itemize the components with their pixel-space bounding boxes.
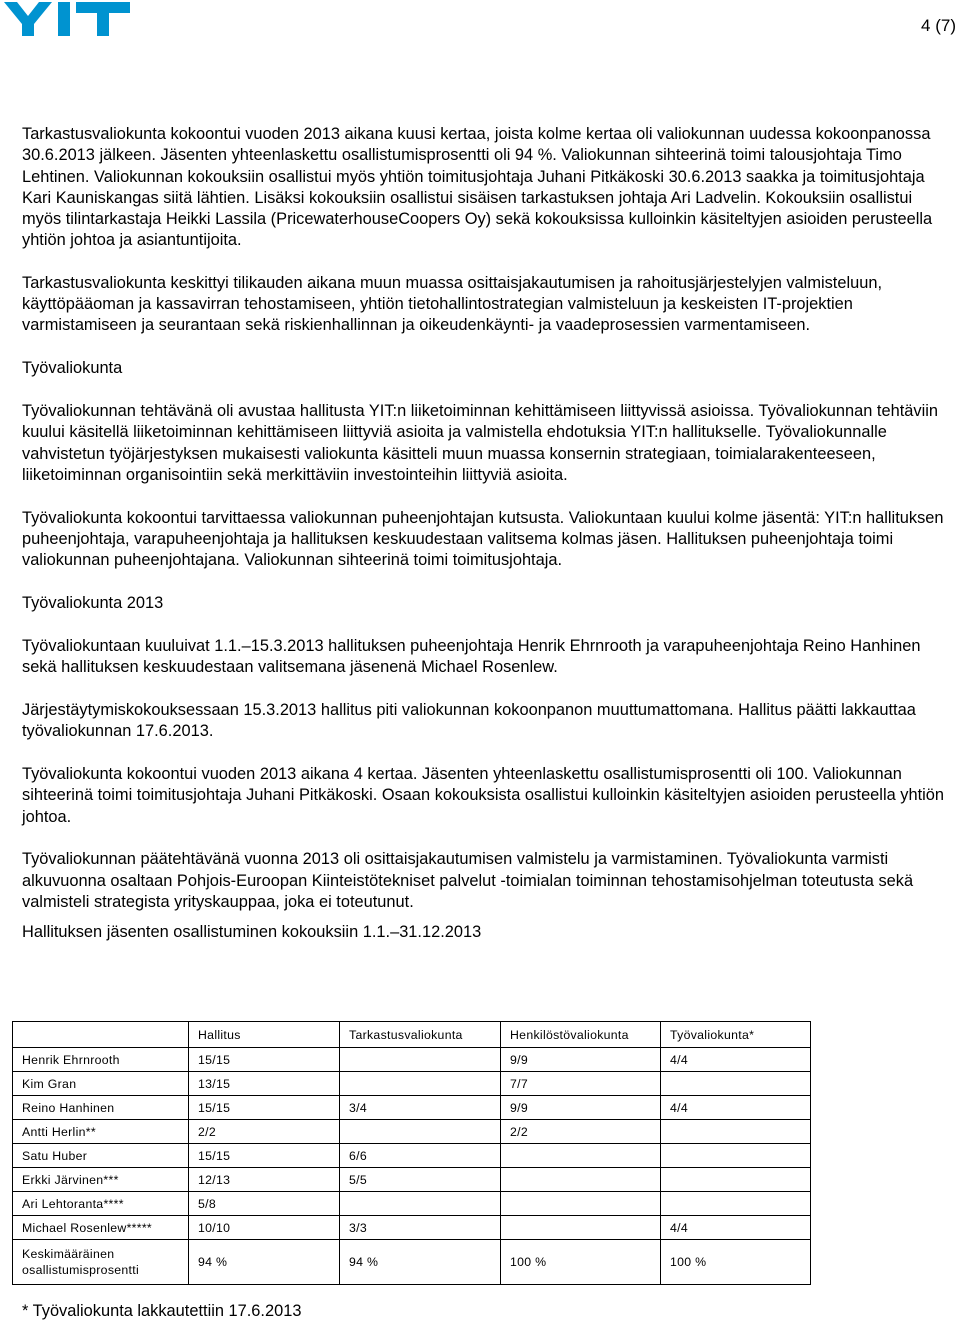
cell-tyovaliokunta: 4/4 [661,1096,811,1120]
paragraph-organizing-meeting: Järjestäytymiskokouksessaan 15.3.2013 hallitus piti valiokunnan kokoonpanon muuttumattomana. Hallitus päätti lakkauttaa työvaliokunnan 17.6.2013. [22,700,916,741]
cell-hallitus: 13/15 [189,1072,340,1096]
cell-member-name: Ari Lehtoranta**** [13,1192,189,1216]
cell-tarkastusvaliokunta: 5/5 [340,1168,501,1192]
table-row [13,1120,811,1144]
cell-tyovaliokunta [661,1120,811,1144]
yit-logo-graphic [4,2,130,36]
attendance-table [12,1021,811,1285]
cell-hallitus: 94 % [189,1240,340,1285]
cell-member-name: Satu Huber [13,1144,189,1168]
cell-henkilostovaliokunta: 9/9 [501,1048,661,1072]
cell-tyovaliokunta: 100 % [661,1240,811,1285]
cell-average-label: Keskimääräinen osallistumisprosentti [13,1240,189,1285]
yit-logo [4,2,130,41]
paragraph-tyovaliokunta-main-task: Työvaliokunnan päätehtävänä vuonna 2013 oli osittaisjakautumisen valmistelu ja varmistaminen. Työvaliokunta varmisti alkuvuonna osaltaan Pohjois-Euroopan Kiinteistötekniset palvelut -toimialan toiminnan tehostamisohjelman toteutusta sekä valmisteli strategista yrityskauppaa, joka ei toteutunut. [22,850,914,912]
cell-member-name: Erkki Järvinen*** [13,1168,189,1192]
header-cell-name [13,1022,189,1048]
paragraph-tyovaliokunta-tasks: Työvaliokunnan tehtävänä oli avustaa hallitusta YIT:n liiketoiminnan kehittämiseen liittyvissä asioissa. Työvaliokunnan tehtäviin kuului käsitellä liiketoiminnan kehittämiseen liittyviä asioita ja valmistella ehdotuksia YIT:n hallitukselle. Työvaliokunnalle vahvistetun työjärjestyksen mukaisesti valiokunta käsitteli muun muassa konsernin strategiaan, toimialarakenteeseen, liiketoiminnan organisointiin sekä merkittäviin investointeihin liittyviä asioita. [22,401,938,484]
table-row [13,1048,811,1072]
cell-henkilostovaliokunta: 9/9 [501,1096,661,1120]
header-cell-tarkastusvaliokunta: Tarkastusvaliokunta [340,1022,501,1048]
paragraph-tyovaliokunta-members: Työvaliokunta kokoontui tarvittaessa valiokunnan puheenjohtajan kutsusta. Valiokuntaan kuului kolme jäsentä: YIT:n hallituksen puheenjohtaja, varapuheenjohtaja ja hallituksen keskuudestaan valitsema kolmas jäsen. Hallituksen puheenjohtaja toimi valiokunnan puheenjohtajana. Valiokunnan sihteerinä toimi toimitusjohtaja. [22,508,944,570]
cell-member-name: Antti Herlin** [13,1120,189,1144]
cell-hallitus: 12/13 [189,1168,340,1192]
cell-tarkastusvaliokunta: 94 % [340,1240,501,1285]
cell-tyovaliokunta [661,1168,811,1192]
page-number: 4 (7) [921,16,956,35]
cell-hallitus: 15/15 [189,1144,340,1168]
cell-tarkastusvaliokunta: 6/6 [340,1144,501,1168]
paragraph-tyovaliokunta-meetings: Työvaliokunta kokoontui vuoden 2013 aikana 4 kertaa. Jäsenten yhteenlaskettu osallistumisprosentti oli 100. Valiokunnan sihteerinä toimi toimitusjohtaja Juhani Pitkäkoski. Osaan kokouksista osallistui kulloinkin käsiteltyjen asioiden perusteella yhtiön johtoa. [22,765,944,826]
table-row [13,1144,811,1168]
paragraph-audit-committee-focus: Tarkastusvaliokunta keskittyi tilikauden aikana muun muassa osittaisjakautumisen ja rahoitusjärjestelyjen valmisteluun, käyttöpääoman ja kassavirran tehostamiseen, yhtiön tietohallintostrategian valmisteluun ja keskeisten IT-projektien varmistamiseen ja seurantaan sekä riskienhallinnan ja oikeudenkäynti- ja vaadeprosessien varmentamiseen. [22,273,883,335]
cell-hallitus: 5/8 [189,1192,340,1216]
heading-tyovaliokunta-2013: Työvaliokunta 2013 [22,594,164,613]
table-row [13,1216,811,1240]
cell-member-name: Kim Gran [13,1072,189,1096]
cell-hallitus: 15/15 [189,1048,340,1072]
cell-tarkastusvaliokunta: 3/4 [340,1096,501,1120]
cell-tarkastusvaliokunta [340,1072,501,1096]
cell-tarkastusvaliokunta [340,1192,501,1216]
cell-member-name: Michael Rosenlew***** [13,1216,189,1240]
cell-member-name: Henrik Ehrnrooth [13,1048,189,1072]
cell-tyovaliokunta: 4/4 [661,1216,811,1240]
table-row [13,1168,811,1192]
document-body [22,124,952,944]
footnote: * Työvaliokunta lakkautettiin 17.6.2013 [22,1302,302,1320]
cell-member-name: Reino Hanhinen [13,1096,189,1120]
cell-henkilostovaliokunta [501,1144,661,1168]
header-cell-henkilostovaliokunta: Henkilöstövaliokunta [501,1022,661,1048]
paragraph-tyovaliokunta-2013-members: Työvaliokuntaan kuuluivat 1.1.–15.3.2013 hallituksen puheenjohtaja Henrik Ehrnrooth ja varapuheenjohtaja Reino Hanhinen sekä hallituksen keskuudestaan valitsemana jäsenenä Michael Rosenlew. [22,636,921,677]
cell-tyovaliokunta [661,1144,811,1168]
header-cell-hallitus: Hallitus [189,1022,340,1048]
table-row [13,1096,811,1120]
heading-tyovaliokunta: Työvaliokunta [22,359,123,378]
cell-henkilostovaliokunta [501,1216,661,1240]
table-row-average [13,1240,811,1285]
table-row [13,1072,811,1096]
table-header-row [13,1022,811,1048]
table-title: Hallituksen jäsenten osallistuminen kokouksiin 1.1.–31.12.2013 [22,923,482,942]
cell-hallitus: 2/2 [189,1120,340,1144]
cell-tyovaliokunta [661,1192,811,1216]
cell-hallitus: 10/10 [189,1216,340,1240]
cell-henkilostovaliokunta [501,1192,661,1216]
cell-tarkastusvaliokunta [340,1120,501,1144]
cell-hallitus: 15/15 [189,1096,340,1120]
paragraph-audit-committee-meetings: Tarkastusvaliokunta kokoontui vuoden 2013 aikana kuusi kertaa, joista kolme kertaa oli valiokunnan uudessa kokoonpanossa 30.6.2013 jälkeen. Jäsenten yhteenlaskettu osallistumisprosentti oli 94 %. Valiokunnan sihteerinä toimi talousjohtaja Timo Lehtinen. Valiokunnan kokouksiin osallistui myös yhtiön toimitusjohtaja Juhani Pitkäkoski 30.6.2013 saakka ja toimitusjohtaja Kari Kauniskangas siitä lähtien. Lisäksi kokouksiin osallistui sisäisen tarkastuksen johtaja Ari Ladvelin. Kokouksiin osallistui myös tilintarkastaja Heikki Lassila (PricewaterhouseCoopers Oy) sekä kokouksissa kulloinkin käsiteltyjen asioiden perusteella yhtiön johtoa ja asiantuntijoita. [22,125,933,250]
cell-tarkastusvaliokunta: 3/3 [340,1216,501,1240]
table-row [13,1192,811,1216]
cell-henkilostovaliokunta [501,1168,661,1192]
cell-tyovaliokunta: 4/4 [661,1048,811,1072]
cell-henkilostovaliokunta: 2/2 [501,1120,661,1144]
cell-tarkastusvaliokunta [340,1048,501,1072]
header-cell-tyovaliokunta: Työvaliokunta* [661,1022,811,1048]
cell-henkilostovaliokunta: 100 % [501,1240,661,1285]
cell-henkilostovaliokunta: 7/7 [501,1072,661,1096]
cell-tyovaliokunta [661,1072,811,1096]
